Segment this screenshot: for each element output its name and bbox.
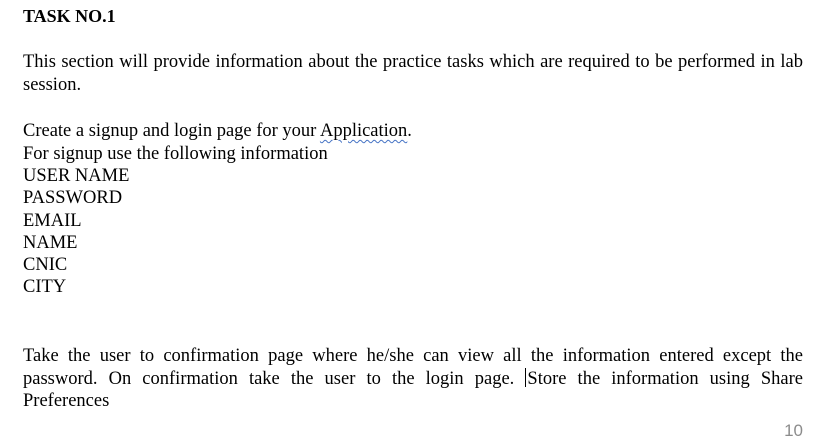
field-item-email: EMAIL: [23, 210, 82, 231]
create-instruction-period: .: [407, 121, 412, 141]
signup-instruction: For signup use the following information: [23, 144, 328, 164]
confirmation-text-end: Store the information using Share Preferences: [23, 368, 803, 411]
field-item-password: PASSWORD: [23, 188, 123, 209]
signup-field-list: [23, 165, 129, 299]
task-title: TASK NO.1: [23, 6, 116, 26]
field-item-city: CITY: [23, 277, 67, 298]
create-instruction-text: Create a signup and login page for your: [23, 121, 320, 141]
field-item-user-name: USER NAME: [23, 166, 130, 186]
field-item-name: NAME: [23, 232, 78, 253]
spellcheck-word: Application: [319, 121, 408, 141]
field-item-cnic: CNIC: [23, 255, 68, 276]
confirmation-text-start: Take the user to confirmation page where he/she can view all the information entered except the password. On confirmation take the user to the login page.: [23, 346, 803, 389]
page-number: 10: [784, 421, 803, 440]
document-page: [23, 0, 803, 448]
confirmation-paragraph[interactable]: [23, 345, 803, 413]
create-instruction: [23, 120, 412, 143]
intro-paragraph: This section will provide information about the practice tasks which are required to be performed in lab session.: [23, 52, 803, 95]
